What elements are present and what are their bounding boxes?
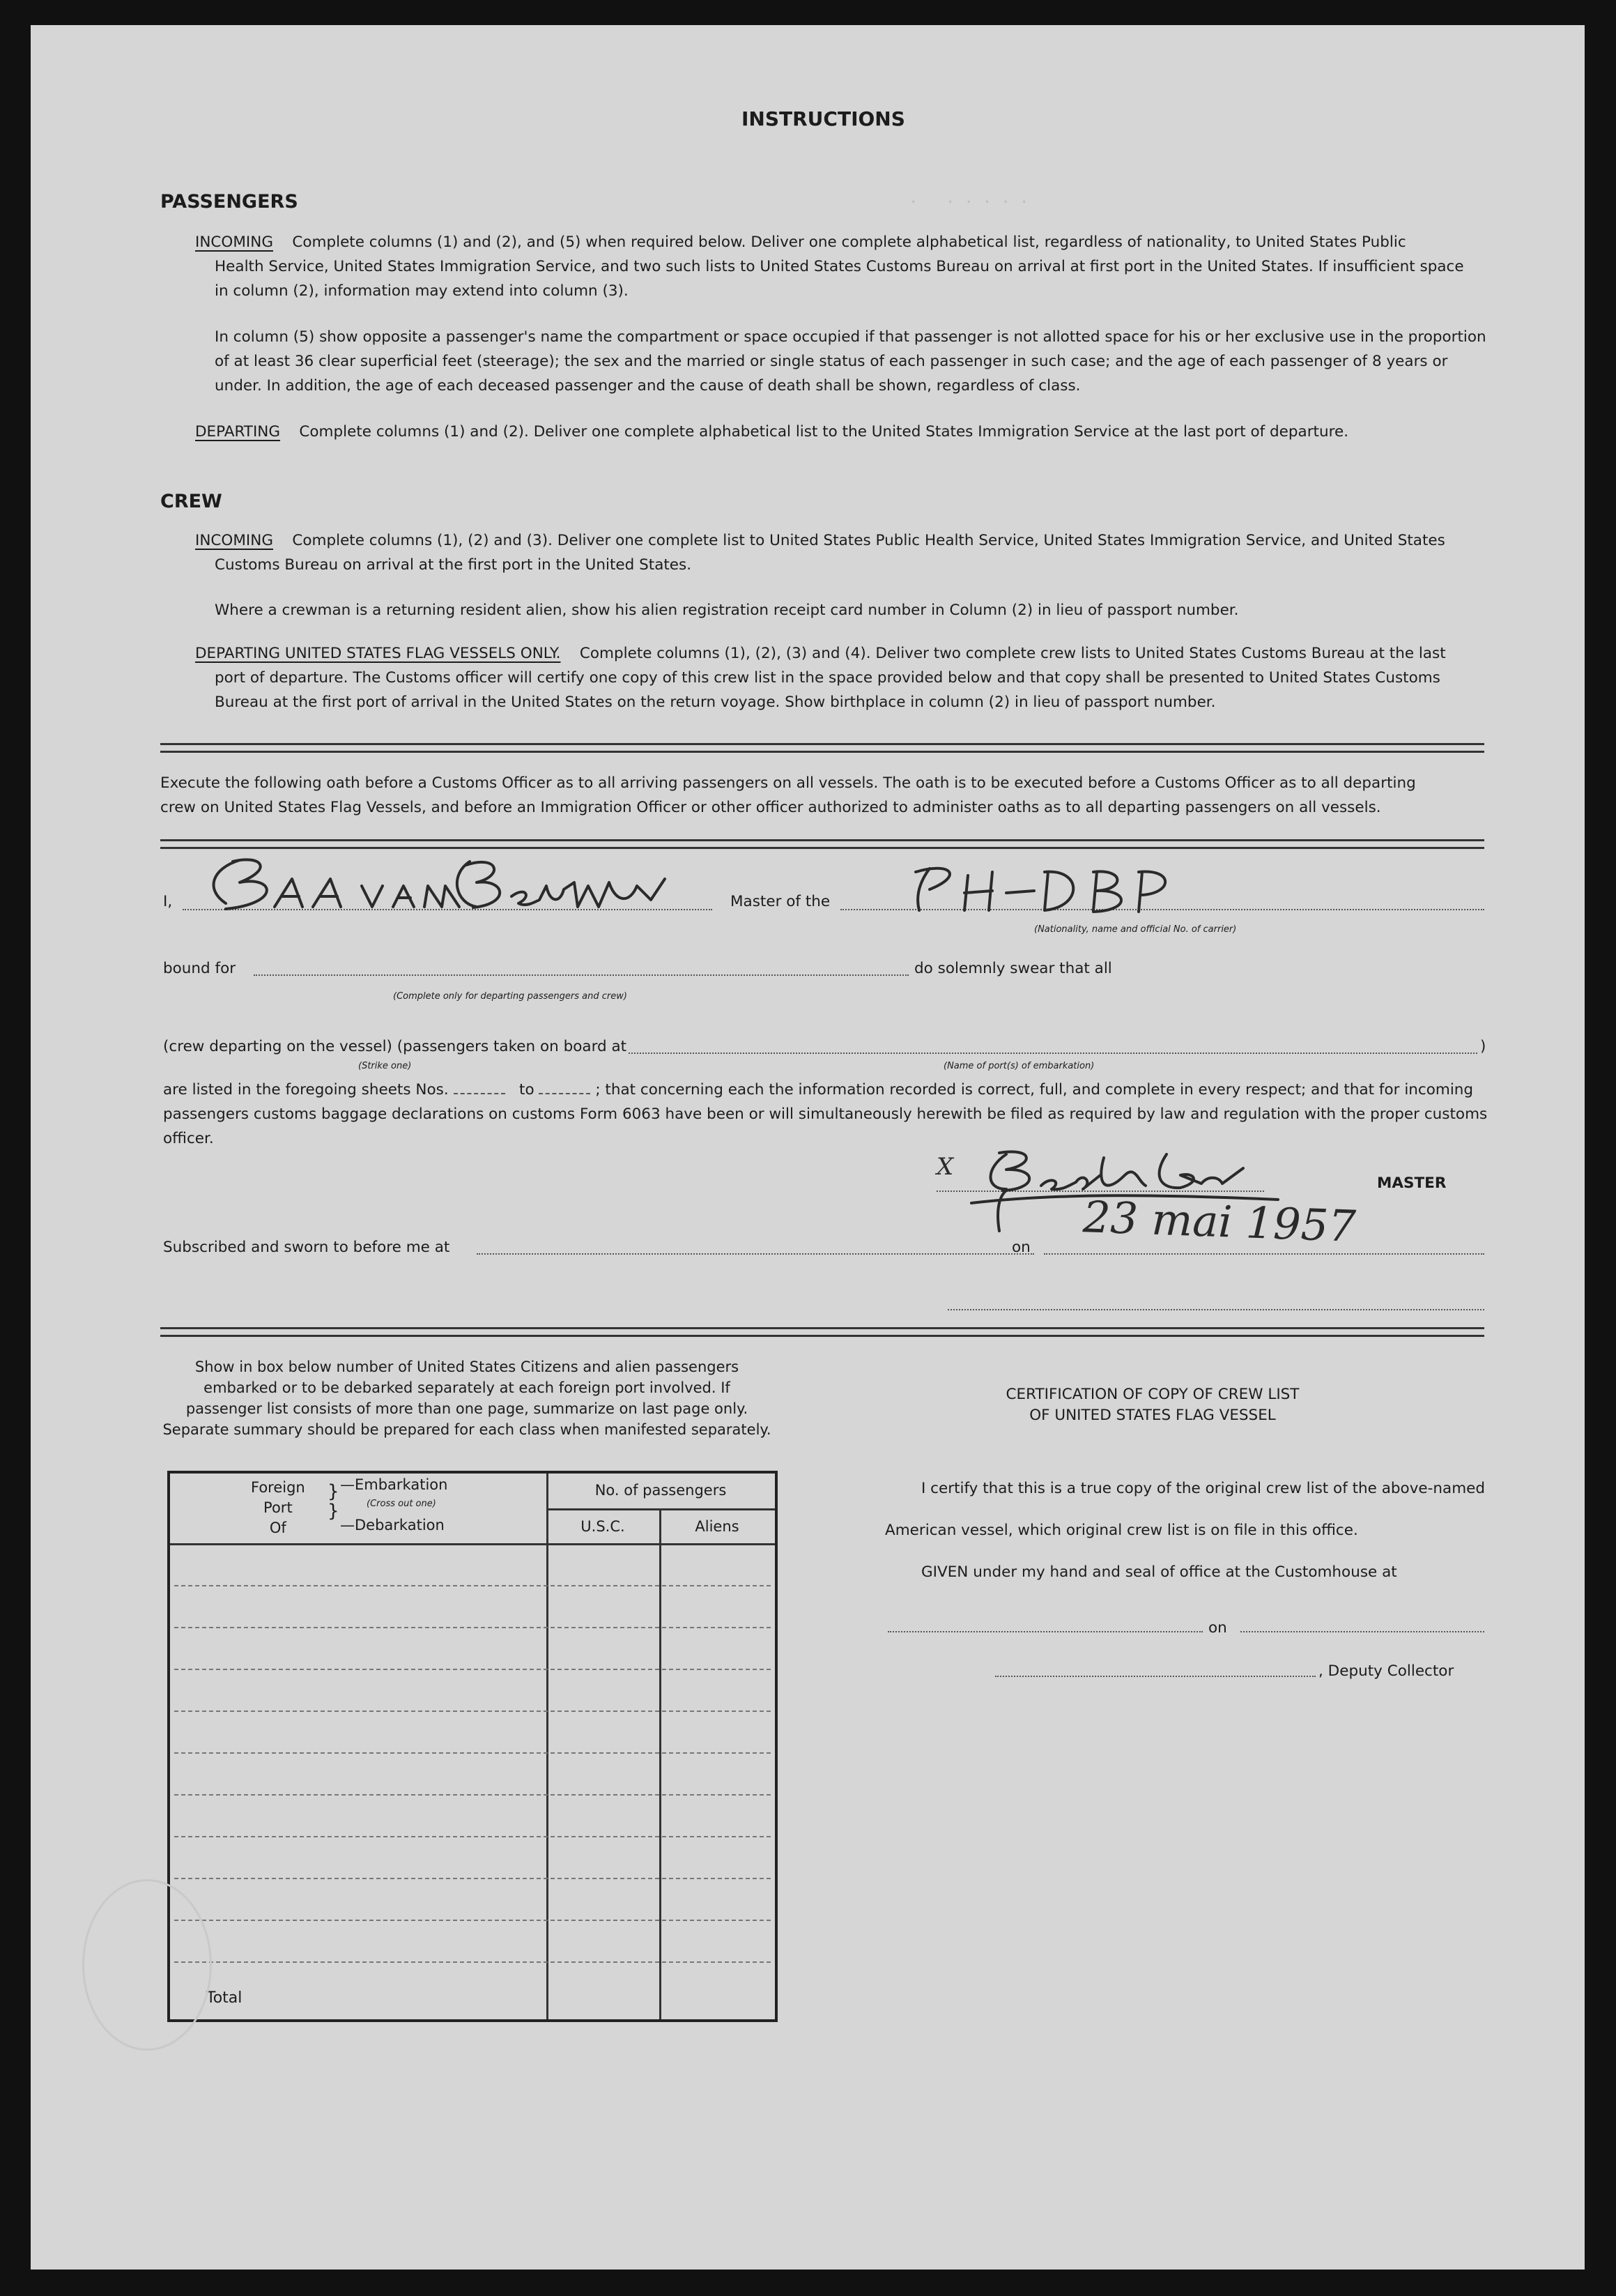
table-row[interactable] (174, 1836, 771, 1837)
summary-instructions (160, 1356, 774, 1440)
embarkation-option[interactable]: —Embarkation (340, 1476, 448, 1493)
listed-line1 (163, 1078, 1473, 1102)
brace-icon: } } (328, 1481, 339, 1522)
certification-date-field[interactable] (1240, 1631, 1484, 1632)
oath-intro-line1: Execute the following oath before a Customs Officer as to all arriving passengers on all vessels. The oath is to be executed before a Customs Officer as to all departing (160, 774, 1416, 792)
bleed-through-text: . . . . . . (909, 190, 1029, 207)
oath-i-label: I, (163, 893, 173, 910)
passengers-departing-text: Complete columns (1) and (2). Deliver one complete alphabetical list to the United States Immigration Service at the last port of departure. (299, 423, 1349, 441)
certification-title-line1: CERTIFICATION OF COPY OF CREW LIST (1006, 1386, 1300, 1403)
sworn-date-field[interactable] (1044, 1253, 1484, 1255)
table-row[interactable] (174, 1961, 771, 1963)
certification-title-line2: OF UNITED STATES FLAG VESSEL (1029, 1407, 1276, 1424)
debarkation-option[interactable]: —Debarkation (340, 1517, 445, 1533)
customhouse-field[interactable] (888, 1631, 1203, 1632)
passenger-summary-table (167, 1471, 778, 2022)
deputy-collector-label: , Deputy Collector (1318, 1662, 1454, 1680)
oath-intro-line2: crew on United States Flag Vessels, and before an Immigration Officer or other officer authorized to administer oaths as to all departing passengers on all vessels. (160, 799, 1381, 816)
given-line: GIVEN under my hand and seal of office at the Customhouse at (921, 1563, 1397, 1581)
passengers-incoming (195, 230, 1406, 254)
sheets-to-field[interactable] (539, 1093, 590, 1094)
officer-signature-field[interactable] (948, 1309, 1484, 1310)
listed-to-label: to (519, 1081, 534, 1099)
passengers-departing (195, 420, 1348, 444)
passengers-heading: PASSENGERS (160, 191, 298, 213)
master-label: MASTER (1377, 1174, 1447, 1192)
bound-for-field[interactable] (254, 974, 909, 976)
listed-line3: officer. (163, 1130, 214, 1147)
swear-label: do solemnly swear that all (914, 960, 1112, 977)
embarkation-ports-field[interactable] (629, 1053, 1477, 1054)
sworn-place-field[interactable] (477, 1253, 1034, 1255)
aliens-header: Aliens (695, 1518, 739, 1535)
crew-departing-line1: Complete columns (1), (2), (3) and (4). Deliver two complete crew lists to United States Customs Bureau at the last (579, 645, 1446, 662)
subscribed-label: Subscribed and sworn to before me at (163, 1239, 450, 1256)
listed-text-b: ; that concerning each the information recorded is correct, full, and complete in every respect; and that for incoming (595, 1081, 1474, 1099)
certify-line2: American vessel, which original crew list is on file in this office. (885, 1522, 1358, 1539)
crew-incoming (195, 528, 1445, 553)
column5-line1: In column (5) show opposite a passenger's name the compartment or space occupied if that passenger is not allotted space for his or her exclusive use in the proportion (215, 328, 1486, 346)
page-title: INSTRUCTIONS (741, 107, 905, 130)
passengers-incoming-line1: Complete columns (1) and (2), and (5) when required below. Deliver one complete alphabetical list, regardless of nationality, to United States Public (292, 234, 1406, 251)
master-name-handwriting (198, 848, 672, 924)
divider (160, 1327, 1484, 1337)
summary-line2: embarked or to be debarked separately at each foreign port involved. If (203, 1379, 730, 1396)
certification-title (867, 1384, 1438, 1426)
usc-header: U.S.C. (580, 1518, 625, 1535)
crew-departing-label: DEPARTING UNITED STATES FLAG VESSELS ONLY. (195, 645, 561, 662)
ports-caption: (Name of port(s) of embarkation) (944, 1061, 1095, 1071)
passengers-incoming-line3: in column (2), information may extend into column (3). (215, 282, 629, 300)
passengers-departing-label: DEPARTING (195, 423, 281, 441)
certification-on-label: on (1208, 1619, 1227, 1637)
faint-seal (82, 1879, 212, 2051)
close-paren: ) (1480, 1038, 1486, 1055)
listed-text-a: are listed in the foregoing sheets Nos. (163, 1081, 449, 1099)
signature-x: X (937, 1153, 954, 1181)
sworn-on-label: on (1012, 1239, 1031, 1256)
table-row[interactable] (174, 1794, 771, 1796)
total-label: Total (206, 1989, 243, 2007)
cross-out-caption: (Cross out one) (367, 1499, 436, 1509)
table-row[interactable] (174, 1920, 771, 1921)
listed-line2: passengers customs baggage declarations on customs Form 6063 have been or will simultaneously herewith be filed as required by law and regulation with the proper customs (163, 1105, 1488, 1123)
crew-incoming-line1: Complete columns (1), (2) and (3). Deliver one complete list to United States Public Health Service, United States Immigration Service, and United States (292, 532, 1445, 549)
no-passengers-header: No. of passengers (594, 1482, 727, 1499)
summary-line4: Separate summary should be prepared for each class when manifested separately. (162, 1421, 771, 1438)
passengers-incoming-line2: Health Service, United States Immigration Service, and two such lists to United States Customs Bureau on arrival at first port in the United States. If insufficient space (215, 258, 1464, 275)
divider (160, 743, 1484, 753)
table-row[interactable] (174, 1752, 771, 1754)
table-row[interactable] (174, 1710, 771, 1712)
vessel-handwriting (902, 855, 1194, 917)
crew-resident-text: Where a crewman is a returning resident alien, show his alien registration receipt card number in Column (2) in lieu of passport number. (215, 602, 1239, 619)
crew-incoming-label: INCOMING (195, 532, 273, 549)
passengers-incoming-label: INCOMING (195, 234, 273, 251)
table-row[interactable] (174, 1585, 771, 1586)
table-row[interactable] (174, 1669, 771, 1670)
column5-line3: under. In addition, the age of each deceased passenger and the cause of death shall be shown, regardless of class. (215, 377, 1081, 395)
certify-line1: I certify that this is a true copy of the original crew list of the above-named (921, 1480, 1486, 1497)
bound-for-label: bound for (163, 960, 236, 977)
crew-heading: CREW (160, 491, 222, 512)
crew-departing-line2: port of departure. The Customs officer will certify one copy of this crew list in the space provided below and that copy shall be presented to United States Customs (215, 669, 1440, 687)
deputy-collector-field[interactable] (995, 1676, 1316, 1677)
master-of-label: Master of the (730, 893, 831, 910)
crew-departing (195, 641, 1446, 666)
vessel-caption: (Nationality, name and official No. of carrier) (1034, 924, 1237, 935)
port-header: Foreign Port Of (251, 1479, 305, 1536)
table-row[interactable] (174, 1627, 771, 1628)
strike-caption: (Strike one) (358, 1061, 412, 1071)
bound-for-caption: (Complete only for departing passengers and crew) (393, 991, 627, 1002)
sheets-from-field[interactable] (454, 1093, 505, 1094)
summary-line1: Show in box below number of United States Citizens and alien passengers (194, 1359, 739, 1375)
date-handwriting: 23 mai 1957 (1082, 1191, 1357, 1252)
column5-line2: of at least 36 clear superficial feet (steerage); the sex and the married or single status of each passenger in such case; and the age of each passenger of 8 years or (215, 353, 1448, 370)
form-page (31, 25, 1585, 2270)
summary-line3: passenger list consists of more than one page, summarize on last page only. (185, 1400, 748, 1417)
crew-incoming-line2: Customs Bureau on arrival at the first port in the United States. (215, 556, 692, 574)
crew-passengers-line: (crew departing on the vessel) (passengers taken on board at (163, 1038, 627, 1055)
table-row[interactable] (174, 1878, 771, 1879)
crew-departing-line3: Bureau at the first port of arrival in the United States on the return voyage. Show birthplace in column (2) in lieu of passport number. (215, 694, 1216, 711)
